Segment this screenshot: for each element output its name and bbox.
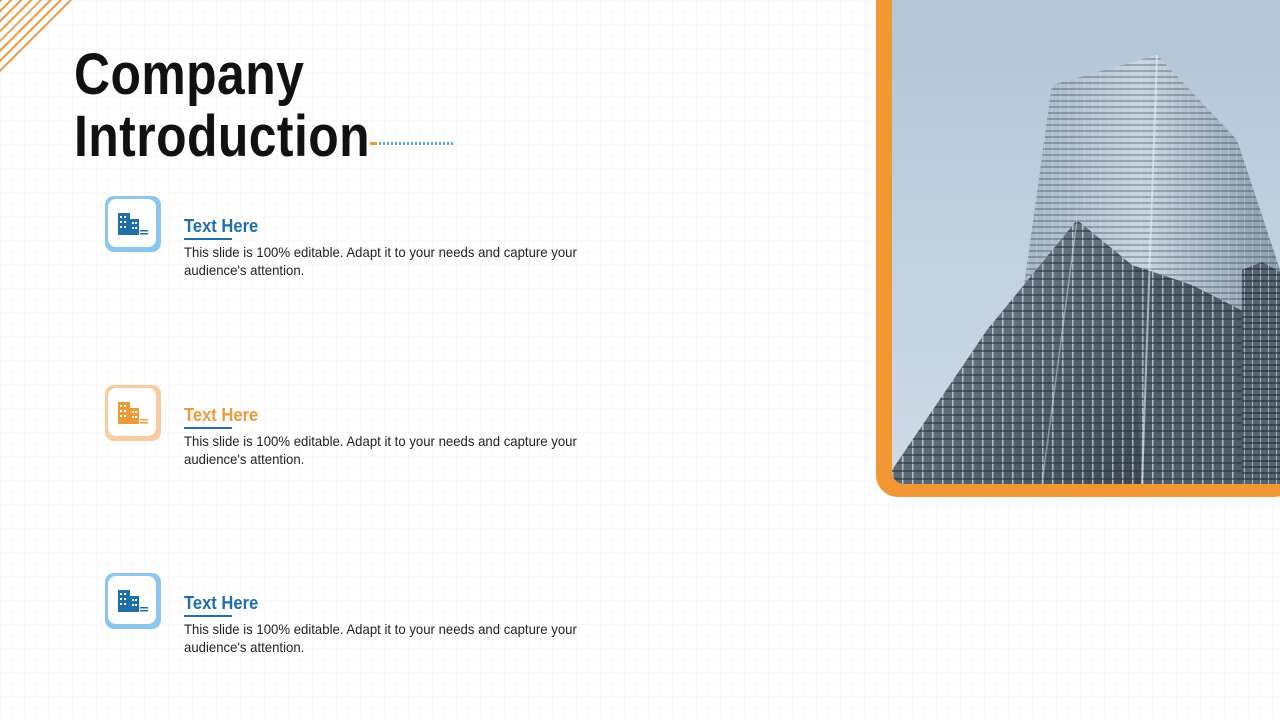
- feature-item-3: [105, 573, 625, 673]
- office-building-icon: [115, 586, 149, 614]
- office-building-icon: [115, 209, 149, 237]
- title-accent-line: [370, 142, 456, 146]
- skyscraper-photo: [892, 0, 1280, 484]
- heading-underline: [184, 238, 232, 240]
- feature-icon-box: [105, 385, 161, 441]
- feature-heading: Text Here: [184, 216, 259, 236]
- skyscraper-illustration: [892, 0, 1280, 484]
- page-title-line-2: Introduction: [74, 104, 371, 169]
- feature-description: This slide is 100% editable. Adapt it to your needs and capture your audience's attention.: [184, 433, 577, 467]
- feature-description: This slide is 100% editable. Adapt it to your needs and capture your audience's attention.: [184, 244, 577, 278]
- office-building-icon: [115, 398, 149, 426]
- heading-underline: [184, 427, 232, 429]
- feature-heading: Text Here: [184, 405, 259, 425]
- heading-underline: [184, 615, 232, 617]
- feature-item-1: [105, 196, 625, 296]
- title-accent-orange: [370, 142, 377, 145]
- page-title-line-1: Company: [74, 42, 305, 107]
- feature-icon-box: [105, 573, 161, 629]
- page-title: [74, 44, 370, 168]
- feature-description: This slide is 100% editable. Adapt it to your needs and capture your audience's attention.: [184, 621, 577, 655]
- feature-heading: Text Here: [184, 593, 259, 613]
- feature-item-2: [105, 385, 625, 485]
- title-accent-dots: [379, 142, 455, 145]
- corner-stripes-decoration: [0, 0, 74, 74]
- feature-icon-box: [105, 196, 161, 252]
